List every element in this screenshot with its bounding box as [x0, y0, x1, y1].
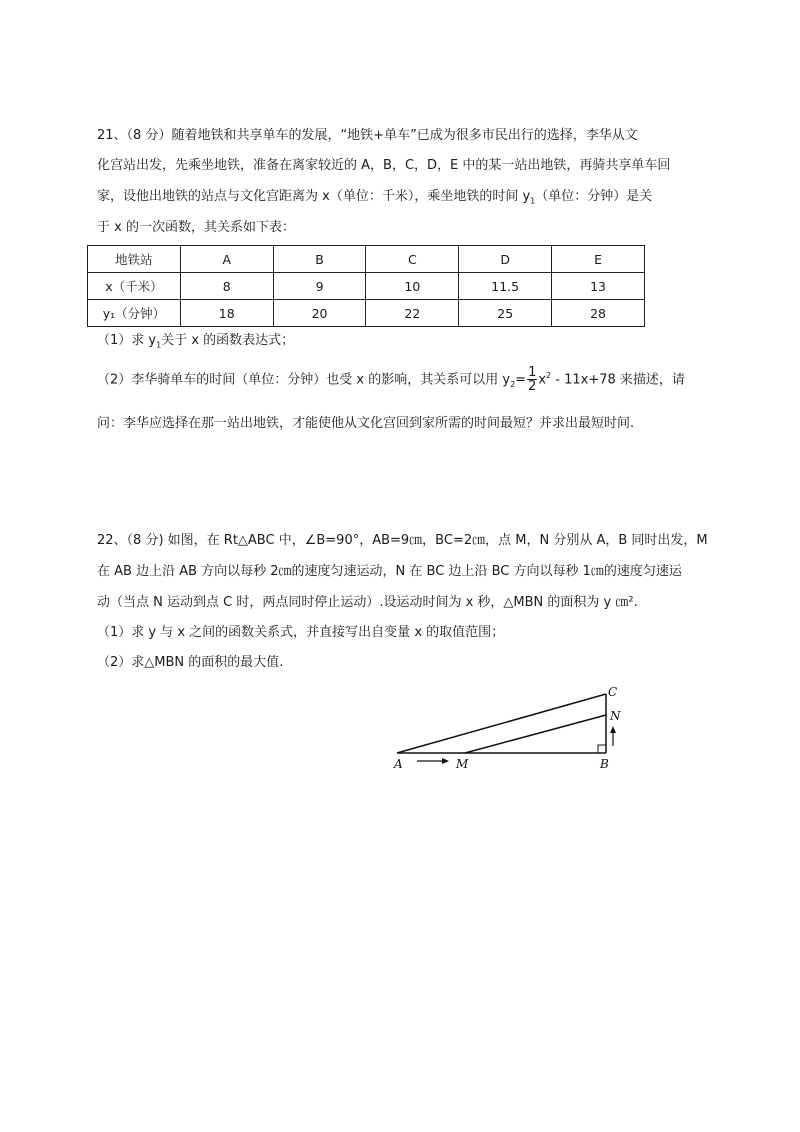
table-cell: B [273, 246, 366, 273]
q21-line-3 [97, 187, 652, 212]
q21-part-2-text: （2）李华骑单车的时间（单位：分钟）也受 x 的影响，其关系可以用 y [97, 372, 511, 388]
q21-line-3-sub: 1 [530, 196, 536, 206]
fraction-denominator: 2 [528, 379, 537, 395]
table-cell: C [366, 246, 459, 273]
q21-part-2 [97, 366, 685, 395]
table-cell: 9 [273, 273, 366, 300]
right-angle-mark [598, 745, 606, 753]
q21-line-3-end: （单位：分钟）是关 [535, 189, 653, 204]
q22-line-1: 22、（8 分) 如图，在 Rt△ABC 中，∠B=90°，AB=9㎝，BC=2㎝，点 M，N 分别从 A，B 同时出发，M [97, 533, 708, 548]
table-cell: 18 [180, 300, 273, 327]
table-cell: 20 [273, 300, 366, 327]
table-cell: 10 [366, 273, 459, 300]
q22-line-3: 动（当点 N 运动到点 C 时，两点同时停止运动）.设运动时间为 x 秒，△MBN 的面积为 y ㎝². [97, 595, 638, 610]
q22-part-1: （1）求 y 与 x 之间的函数关系式，并直接写出自变量 x 的取值范围； [97, 625, 505, 640]
q21-part-2-eq: = [515, 372, 527, 388]
table-cell: 25 [459, 300, 552, 327]
q21-line-1: 21、（8 分）随着地铁和共享单车的发展，“地铁+单车”已成为很多市民出行的选择，李华从文 [97, 128, 638, 143]
triangle-figure [380, 680, 640, 780]
q21-part-2-x: x [538, 372, 547, 388]
table-row [88, 246, 645, 273]
q21-part-2-sub: 2 [510, 379, 516, 389]
q21-part-2-line-2: 问：李华应选择在那一站出地铁，才能使他从文化宫回到家所需的时间最短？并求出最短时间. [97, 416, 635, 431]
table-cell: 8 [180, 273, 273, 300]
table-cell: E [552, 246, 645, 273]
table-cell: A [180, 246, 273, 273]
fraction [527, 366, 537, 393]
q22-part-2: （2）求△MBN 的面积的最大值. [97, 655, 284, 670]
label-m: M [456, 757, 469, 771]
q21-line-2: 化宫站出发，先乘坐地铁，准备在离家较近的 A，B，C，D，E 中的某一站出地铁，再骑共享单车回 [97, 158, 671, 173]
table-row [88, 273, 645, 300]
station-table [87, 245, 645, 327]
table-cell: 22 [366, 300, 459, 327]
q22-line-2: 在 AB 边上沿 AB 方向以每秒 2㎝的速度匀速运动，N 在 BC 边上沿 BC 方向以每秒 1㎝的速度匀速运 [97, 564, 682, 579]
table-cell: 地铁站 [88, 246, 181, 273]
table-cell: 11.5 [459, 273, 552, 300]
fraction-numerator: 1 [528, 365, 537, 381]
q21-line-4: 于 x 的一次函数，其关系如下表： [97, 220, 295, 235]
table-row [88, 300, 645, 327]
label-c: C [608, 685, 618, 699]
q21-part-1-end: 关于 x 的函数表达式； [161, 333, 295, 348]
table-cell: y₁（分钟） [88, 300, 181, 327]
label-n: N [610, 709, 621, 723]
label-b: B [600, 757, 609, 771]
arrow-n-head [610, 726, 616, 733]
table-cell: 28 [552, 300, 645, 327]
q21-part-1-sub: 1 [156, 340, 162, 350]
table-cell: x（千米） [88, 273, 181, 300]
arrow-m-head [442, 758, 449, 764]
segment-mn [465, 715, 606, 753]
q21-part-2-rest: - 11x+78 来描述，请 [551, 372, 685, 388]
q21-part-2-sup: 2 [546, 371, 552, 380]
q21-part-1 [97, 331, 294, 356]
label-a: A [394, 757, 403, 771]
q21-part-1-text: （1）求 y [97, 333, 157, 348]
q21-line-3-text: 家，设他出地铁的站点与文化宫距离为 x（单位：千米），乘坐地铁的时间 y [97, 189, 531, 204]
table-cell: D [459, 246, 552, 273]
table-cell: 13 [552, 273, 645, 300]
